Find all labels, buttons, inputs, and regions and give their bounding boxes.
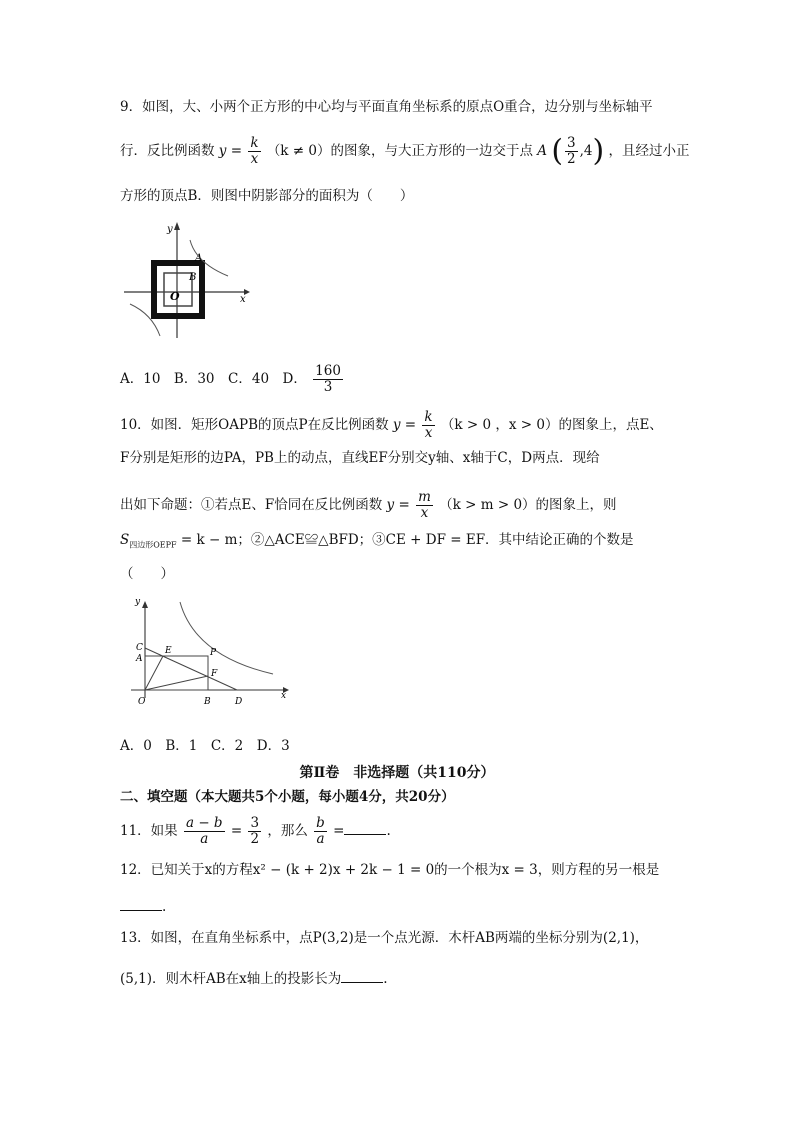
q9-fraction-k-over-x: $\frac{k}{x}$ [250,135,259,167]
q10-figure [125,598,295,710]
q10-label-c: C [136,643,143,653]
q10-fraction-k-over-x: $\frac{k}{x}$ [424,409,433,441]
q11-fraction-b-over-a: $\frac{b}{a}$ [316,815,325,847]
q9-label-o: O [170,290,180,303]
q11-answer-blank[interactable] [344,820,386,835]
q13-line-2: (5,1)．则木杆AB在x轴上的投影长为 . [120,968,388,989]
section-2-heading: 二、填空题（本大题共5个小题，每小题4分，共20分） [120,789,455,805]
q10-segment-of [145,676,208,690]
q9-line-2: 行．反比例函数 y = $\frac{k}{x}$ （k ≠ 0）的图象，与大正方形的一边交于点 A ( $\frac{3}{2}$ ,4) ，且经过小正 [120,133,690,169]
q12-answer-blank[interactable] [120,896,162,911]
q11-fraction-a-minus-b-over-a: $\frac{a - b}{a}$ [185,815,223,847]
q13-answer-blank[interactable] [341,968,383,983]
q10-line-ef [145,648,237,690]
q10-line-2: F分别是矩形的边PA，PB上的动点，直线EF分别交y轴、x轴于C，D两点．现给 [120,450,600,466]
q9-point-a: A [537,143,548,159]
q9-func-y: y = [218,143,243,159]
q9-label-a: A [195,253,203,264]
q9-label-y: y [167,224,173,235]
q12-line-1: 12．已知关于x的方程x² − (k + 2)x + 2k − 1 = 0的一个根为x = 3，则方程的另一根是 [120,862,660,878]
q9-option-d-fraction: $\frac{160}{3}$ [315,363,341,395]
q10-line-1: 10．如图．矩形OAPB的顶点P在反比例函数 y = $\frac{k}{x}$ （k > 0 ，x > 0）的图象上，点E、 [120,409,663,441]
part-2-title: 第Ⅱ卷 非选择题（共110分） [299,765,495,781]
q9-line-1: 9．如图，大、小两个正方形的中心均与平面直角坐标系的原点O重合，边分别与坐标轴平 [120,99,653,115]
q9-text-a: 行．反比例函数 [120,143,215,159]
q10-label-a: A [136,654,143,664]
q13-line-1: 13．如图，在直角坐标系中，点P(3,2)是一个点光源．木杆AB两端的坐标分别为(2,1)， [120,930,649,946]
q10-label-y: y [135,598,141,607]
q11-line: 11．如果 $\frac{a - b}{a}$ = $\frac{3}{2}$ ，那么 $\frac{b}{a}$ = . [120,815,391,847]
q9-options: A．10 B．30 C．40 D． $\frac{160}{3}$ [120,363,341,395]
q10-line-3: 出如下命题：①若点E、F恰同在反比例函数 y = $\frac{m}{x}$ （k > m > 0）的图象上，则 [120,489,617,521]
q10-label-o: O [138,697,146,707]
q10-label-x: x [281,691,287,701]
q12-line-2: . [120,896,166,917]
q9-y-arrow-icon [174,222,180,230]
q9-label-x: x [240,294,246,305]
q10-y-arrow-icon [142,601,148,608]
q10-options: A．0 B．1 C．2 D．3 [120,738,290,754]
q9-text-e: ，且经过小正 [608,143,690,159]
q9-text-c: （k ≠ 0）的图象，与大正方形的一边交于点 [266,143,533,159]
q10-label-b: B [204,697,211,707]
q9-label-b: B [189,272,197,283]
q9-figure [120,218,255,346]
q10-line-5: （ ） [120,566,174,582]
q10-label-d: D [235,697,243,707]
q9-line-3: 方形的顶点B．则图中阴影部分的面积为（ ） [120,188,414,204]
q10-fraction-m-over-x: $\frac{m}{x}$ [418,489,431,521]
q9-fraction-3-over-2: $\frac{3}{2}$ [567,135,576,167]
q11-fraction-3-over-2: $\frac{3}{2}$ [250,815,260,847]
q10-hyperbola [180,602,273,674]
q10-line-4: $S_{四边形OEPF} = k - m$；②△ACE≌△BFD；③CE + DF = EF．其中结论正确的个数是 [120,532,634,550]
q9-coord-4: ,4 [579,143,593,159]
q10-label-f: F [211,669,218,679]
q10-label-e: E [165,646,172,656]
q10-label-p: P [210,648,217,658]
q10-segment-oe [145,656,163,690]
